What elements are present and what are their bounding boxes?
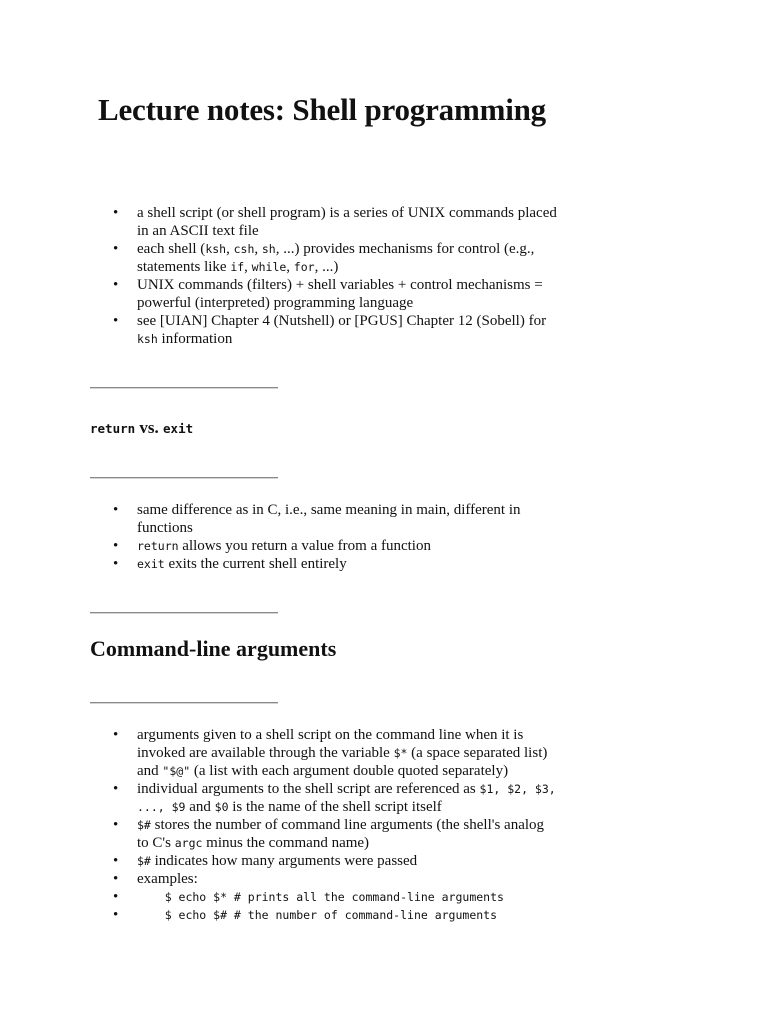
code-for: for (293, 260, 315, 274)
list-item: • exit exits the current shell entirely (113, 555, 558, 573)
code-argc: argc (174, 836, 203, 850)
list-item: • return allows you return a value from a function (113, 537, 558, 555)
code-exit: exit (137, 557, 165, 571)
divider (90, 612, 278, 614)
code-dollar-hash: $# (137, 854, 151, 868)
code-while: while (251, 260, 287, 274)
section-heading-command-line-arguments: Command-line arguments (90, 636, 337, 661)
list-item: • $# indicates how many arguments were passed (113, 852, 558, 870)
code-ksh: ksh (137, 332, 158, 346)
code-positional-args: $1, $2, $3, ..., $9 (137, 782, 556, 814)
code-dollar-zero: $0 (214, 800, 229, 814)
code-dollar-at: "$@" (162, 764, 191, 778)
command-line-list (113, 726, 558, 924)
list-item: • see [UIAN] Chapter 4 (Nutshell) or [PGUS] Chapter 12 (Sobell) for ksh information (113, 312, 558, 348)
list-item: • examples: (113, 870, 558, 888)
list-item: • UNIX commands (filters) + shell variables + control mechanisms = powerful (interpreted) programming language (113, 276, 558, 312)
list-item: • $# stores the number of command line arguments (the shell's analog to C's argc minus the command name) (113, 816, 558, 852)
list-item: • a shell script (or shell program) is a series of UNIX commands placed in an ASCII text file (113, 204, 558, 240)
divider (90, 477, 278, 479)
intro-list (113, 204, 558, 348)
list-item: • each shell (ksh, csh, sh, ...) provides mechanisms for control (e.g., statements like if, while, for, ...) (113, 240, 558, 276)
code-sh: sh (261, 242, 276, 256)
example-line: • $ echo $# # the number of command-line arguments (113, 906, 558, 924)
divider (90, 387, 278, 389)
code-dollar-star: $* (393, 746, 408, 760)
page-title: Lecture notes: Shell programming (98, 92, 546, 127)
divider (90, 702, 278, 704)
code-ksh: ksh (205, 242, 227, 256)
example-line: • $ echo $* # prints all the command-line arguments (113, 888, 558, 906)
list-item: • arguments given to a shell script on the command line when it is invoked are available through the variable $* (a space separated list) and "$@" (a list with each argument double quoted separately) (113, 726, 558, 780)
return-vs-exit-heading: return vs. exit (90, 418, 194, 437)
list-item: • individual arguments to the shell script are referenced as $1, $2, $3, ..., $9 and $0 is the name of the shell script itself (113, 780, 558, 816)
code-csh: csh (233, 242, 255, 256)
code-if: if (230, 260, 245, 274)
code-return: return (137, 539, 179, 553)
code-dollar-hash: $# (137, 818, 151, 832)
return-exit-list (113, 501, 558, 573)
list-item: • same difference as in C, i.e., same meaning in main, different in functions (113, 501, 558, 537)
